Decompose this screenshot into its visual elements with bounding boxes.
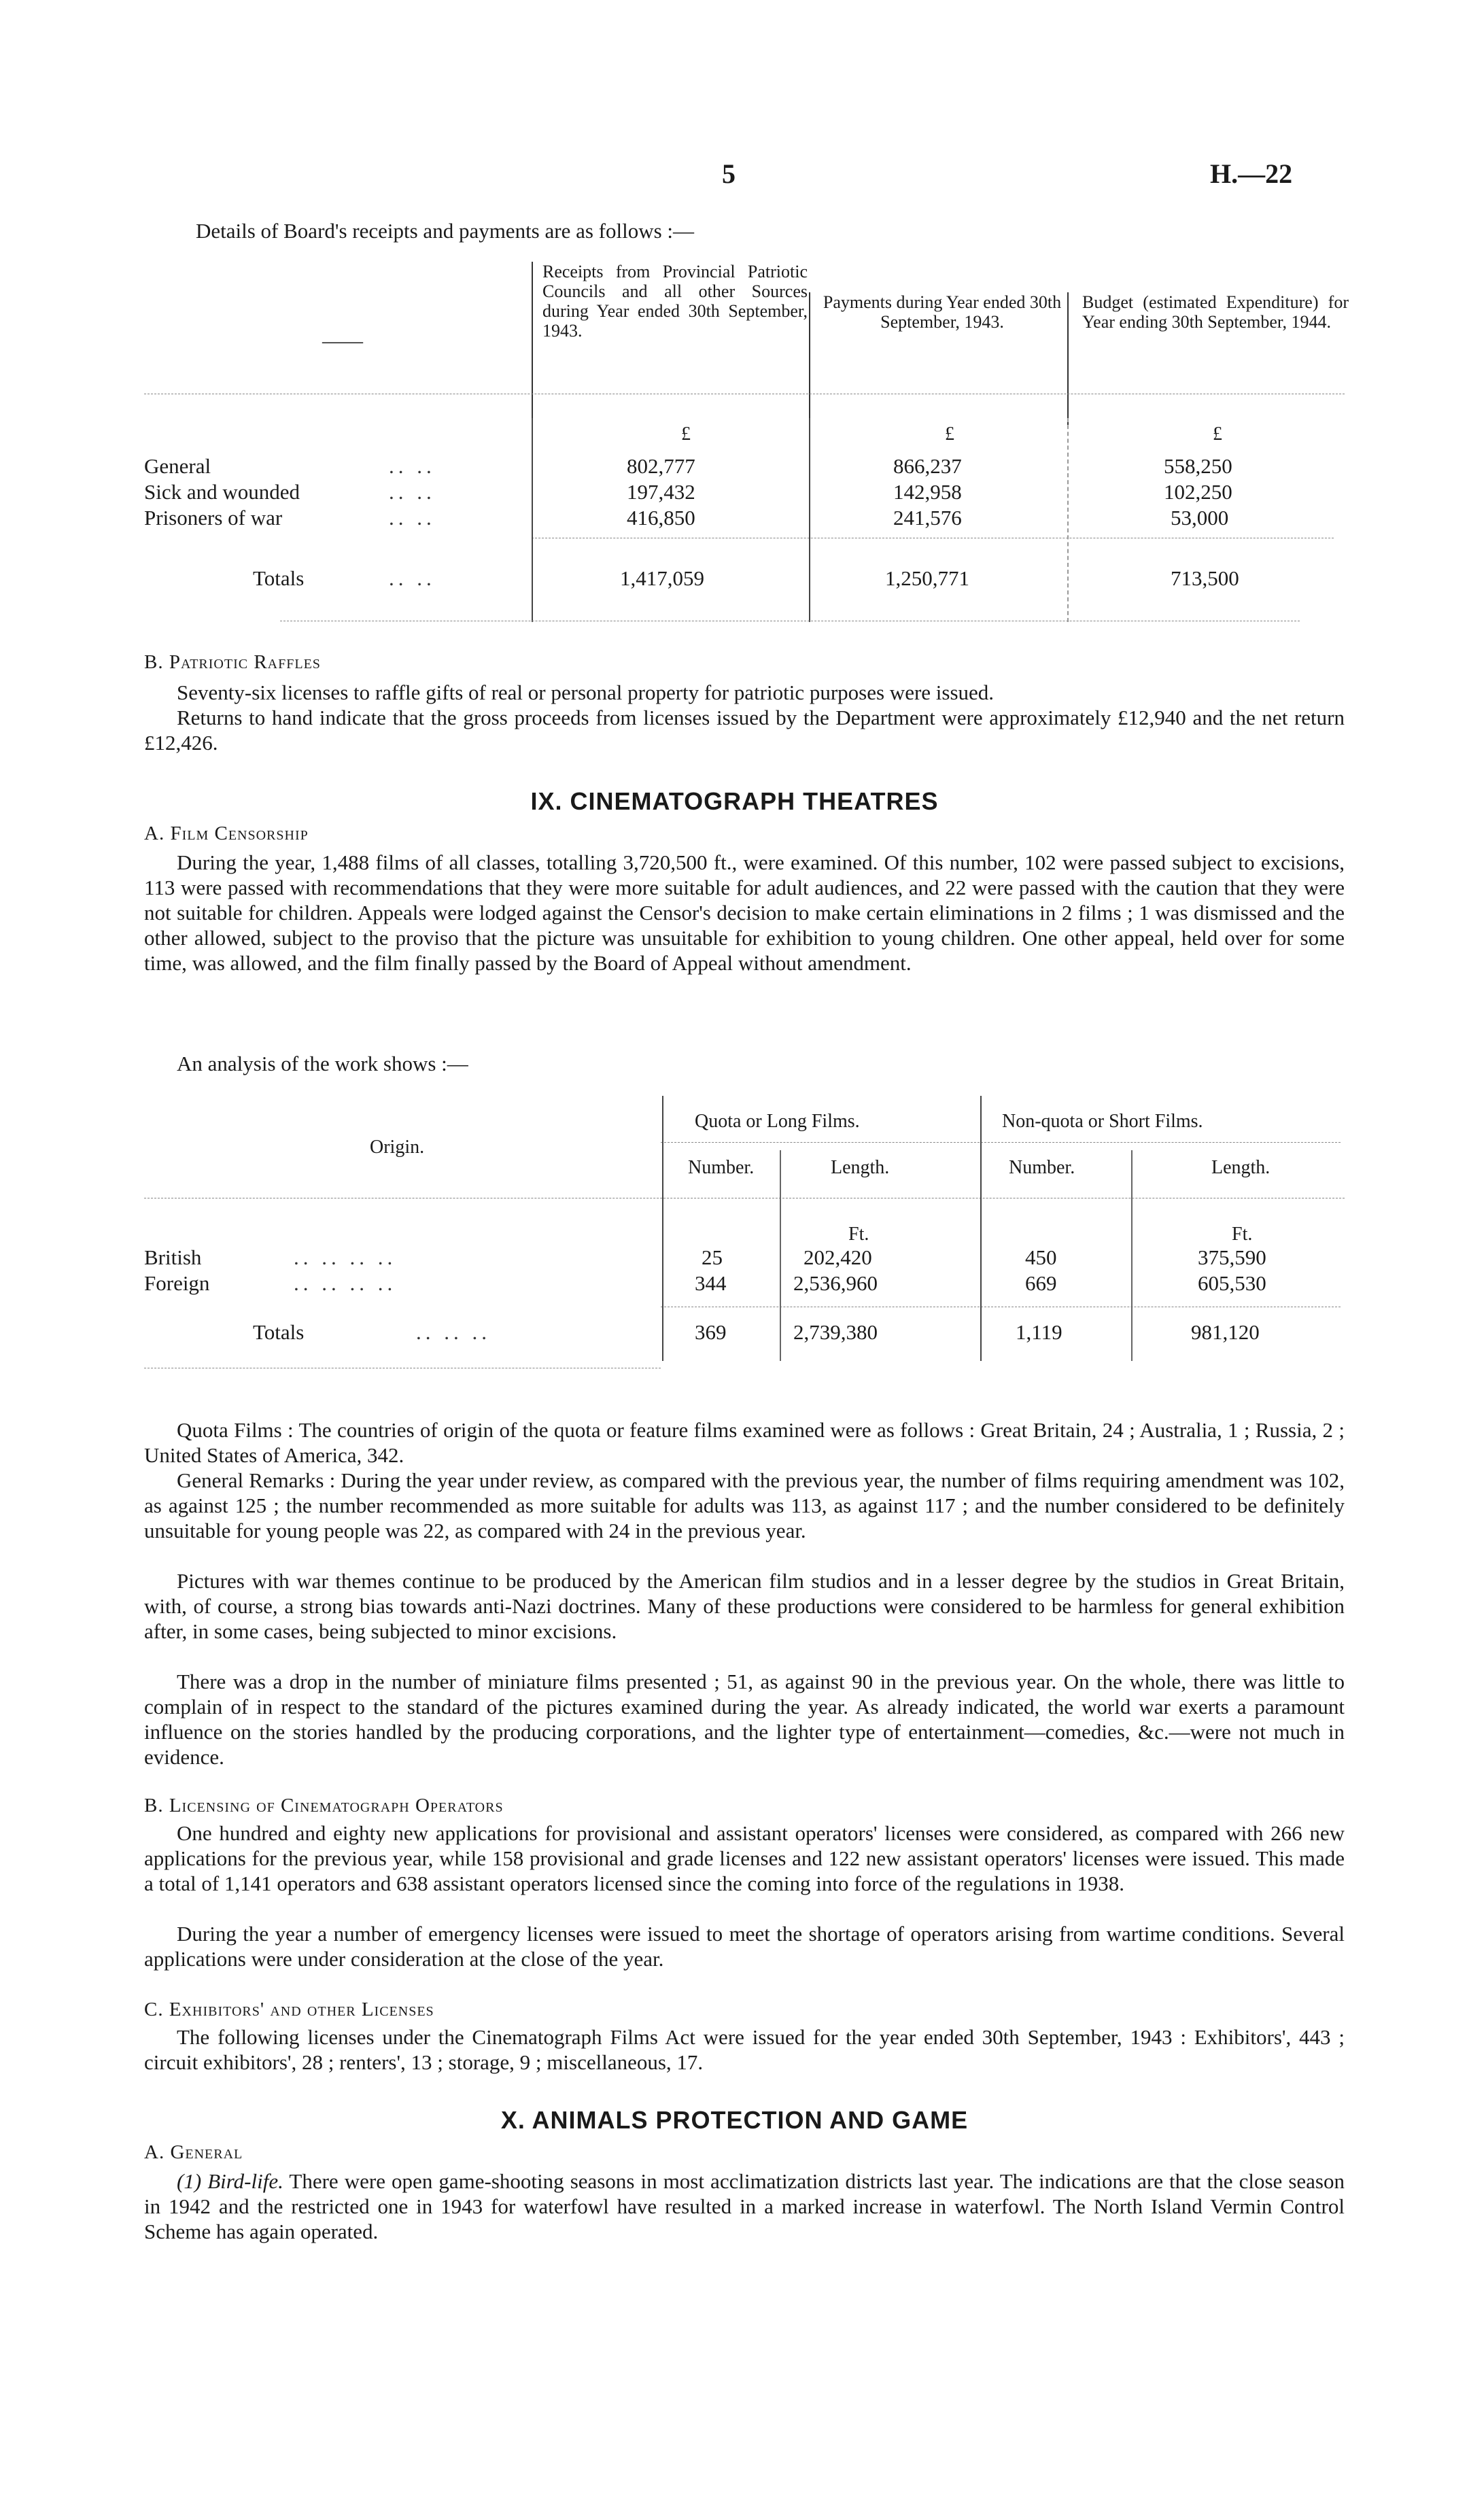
- exhibitors-heading: C. Exhibitors' and other Licenses: [144, 1999, 434, 2020]
- totals-value: 369: [695, 1320, 727, 1344]
- row-value: 53,000: [1171, 506, 1229, 530]
- quota-header: Quota or Long Films.: [695, 1111, 860, 1132]
- number-header: Number.: [688, 1157, 755, 1178]
- birdlife-text: There were open game-shooting seasons in most acclimatization districts last year. The indications are that the close season in 1942 and the restricted one in 1943 for waterfowl have resulted in a marked increase in waterfowl. The North Island Vermin Control Scheme has again operated.: [144, 2169, 1345, 2243]
- film-paragraph: During the year, 1,488 films of all classes, totalling 3,720,500 ft., were examined. Of this number, 102 were passed subject to excisions, 113 were passed with recommendations that they were more suitable for adult audiences, and 22 were passed with the caution that they were not suitable for children. Appeals were lodged against the Censor's decision to make certain eliminations in 2 films ; 1 was dismissed and the other allowed, subject to the proviso that the picture was unsuitable for exhibition to young children. One other appeal, held over for some time, was allowed, and the film finally passed by the Board of Appeal without amendment.: [144, 850, 1345, 975]
- licensing-heading: B. Licensing of Cinematograph Operators: [144, 1795, 504, 1816]
- totals-value: 981,120: [1191, 1320, 1260, 1344]
- totals-value: 2,739,380: [793, 1320, 878, 1344]
- row-value: 605,530: [1198, 1271, 1266, 1295]
- length-header: Length.: [831, 1157, 890, 1178]
- totals-value: 1,250,771: [885, 566, 969, 590]
- unit-label: Ft.: [1232, 1224, 1253, 1245]
- row-label: Foreign: [144, 1271, 210, 1295]
- exhibitors-paragraph: The following licenses under the Cinematograph Films Act were issued for the year ended 30th September, 1943 : Exhibitors', 443 ; circuit exhibitors', 28 ; renters', 13 ; storage, 9 ; miscellaneous, 17.: [144, 2025, 1345, 2074]
- general-heading: A. General: [144, 2141, 243, 2163]
- row-value: 450: [1025, 1245, 1057, 1269]
- film-paragraph: Quota Films : The countries of origin of the quota or feature films examined were as follows : Great Britain, 24 ; Australia, 1 ; Russia, 2 ; United States of America, 342.: [144, 1418, 1345, 1467]
- origin-header: Origin.: [370, 1137, 425, 1158]
- raffles-heading: B. Patriotic Raffles: [144, 651, 321, 673]
- page-number: 5: [722, 158, 736, 189]
- raffles-paragraph: Seventy-six licenses to raffle gifts of real or personal property for patriotic purposes were issued.: [177, 680, 995, 704]
- birdlife-paragraph: [144, 2169, 1345, 2244]
- row-value: 102,250: [1164, 480, 1232, 504]
- receipts-col0-header: ——: [322, 330, 363, 352]
- table-row: Totals .. .. 1,417,059 1,250,771 713,500: [253, 566, 1239, 590]
- row-value: 375,590: [1198, 1245, 1266, 1269]
- row-value: 558,250: [1164, 454, 1232, 478]
- row-label: General: [144, 454, 211, 478]
- totals-label: Totals: [253, 566, 305, 590]
- receipts-col3-header: Budget (estimated Expenditure) for Year ending 30th September, 1944.: [1067, 292, 1349, 425]
- film-paragraph: An analysis of the work shows :—: [177, 1052, 468, 1075]
- number-header: Number.: [1009, 1157, 1075, 1178]
- table-row: Totals .. .. .. 369 2,739,380 1,119 981,120: [253, 1320, 1260, 1344]
- table-row: General .. .. 802,777 866,237 558,250: [144, 454, 1232, 478]
- length-header: Length.: [1211, 1157, 1271, 1178]
- film-paragraph: General Remarks : During the year under review, as compared with the previous year, the number of films requiring amendment was 102, as against 125 ; the number recommended as more suitable for adults was 113, as against 117 ; and the number considered to be definitely unsuitable for young people was 22, as compared with 24 in the previous year.: [144, 1468, 1345, 1542]
- table-row: Foreign .. .. .. .. 344 2,536,960 669 605,530: [144, 1271, 1266, 1295]
- section-title: X. ANIMALS PROTECTION AND GAME: [500, 2106, 969, 2134]
- birdlife-label: (1) Bird-life.: [177, 2169, 283, 2193]
- nonquota-header: Non-quota or Short Films.: [1002, 1111, 1203, 1132]
- film-table: [144, 1096, 1345, 1402]
- receipts-unit-2: £: [945, 424, 954, 445]
- row-value: 202,420: [803, 1245, 872, 1269]
- row-label: Prisoners of war: [144, 506, 283, 530]
- document-reference: H.—22: [1210, 158, 1293, 189]
- table-row: Prisoners of war .. .. 416,850 241,576 53,000: [144, 506, 1229, 530]
- row-value: 241,576: [893, 506, 962, 530]
- row-value: 197,432: [627, 480, 695, 504]
- totals-value: 1,417,059: [620, 566, 704, 590]
- licensing-paragraph: One hundred and eighty new applications for provisional and assistant operators' licenses were considered, as compared with 266 new applications for the previous year, while 158 provisional and grade licenses and 122 new assistant operators' licenses were issued. This made a total of 1,141 operators and 638 assistant operators licensed since the coming into force of the regulations in 1938.: [144, 1821, 1345, 1895]
- row-value: 142,958: [893, 480, 962, 504]
- row-value: 344: [695, 1271, 727, 1295]
- receipts-unit-3: £: [1213, 424, 1222, 445]
- row-value: 416,850: [627, 506, 695, 530]
- row-value: 866,237: [893, 454, 962, 478]
- row-label: Sick and wounded: [144, 480, 300, 504]
- section-title: IX. CINEMATOGRAPH THEATRES: [530, 787, 939, 815]
- totals-value: 713,500: [1171, 566, 1239, 590]
- licensing-paragraph: During the year a number of emergency licenses were issued to meet the shortage of operators arising from wartime conditions. Several applications were under consideration at the close of the year.: [144, 1922, 1345, 1971]
- receipts-col1-header: Receipts from Provincial Patriotic Councils and all other Sources during Year ended 30th September, 1943.: [532, 262, 808, 425]
- receipts-intro: Details of Board's receipts and payments are as follows :—: [196, 219, 695, 243]
- unit-label: Ft.: [848, 1224, 869, 1245]
- raffles-paragraph: Returns to hand indicate that the gross proceeds from licenses issued by the Department were approximately £12,940 and the net return £12,426.: [144, 706, 1345, 755]
- totals-label: Totals: [253, 1320, 305, 1344]
- table-row: Sick and wounded .. .. 197,432 142,958 102,250: [144, 480, 1232, 504]
- table-row: British .. .. .. .. 25 202,420 450 375,590: [144, 1245, 1266, 1269]
- row-label: British: [144, 1245, 202, 1269]
- row-value: 25: [702, 1245, 723, 1269]
- receipts-unit-1: £: [681, 424, 691, 445]
- totals-value: 1,119: [1016, 1320, 1062, 1344]
- row-value: 2,536,960: [793, 1271, 878, 1295]
- row-value: 802,777: [627, 454, 695, 478]
- row-value: 669: [1025, 1271, 1057, 1295]
- film-paragraph: There was a drop in the number of miniature films presented ; 51, as against 90 in the previous year. On the whole, there was little to complain of in respect to the standard of the pictures examined during the year. As already indicated, the world war exerts a paramount influence on the stories handled by the producing corporations, and the lighter type of entertainment—comedies, &c.—were not much in evidence.: [144, 1670, 1345, 1769]
- receipts-col2-header: Payments during Year ended 30th September, 1943.: [809, 292, 1065, 425]
- film-censorship-heading: A. Film Censorship: [144, 823, 309, 844]
- film-paragraph: Pictures with war themes continue to be produced by the American film studios and in a lesser degree by the studios in Great Britain, with, of course, a strong bias towards anti-Nazi doctrines. Many of these productions were considered to be harmless for general exhibition after, in some cases, being subjected to minor excisions.: [144, 1569, 1345, 1643]
